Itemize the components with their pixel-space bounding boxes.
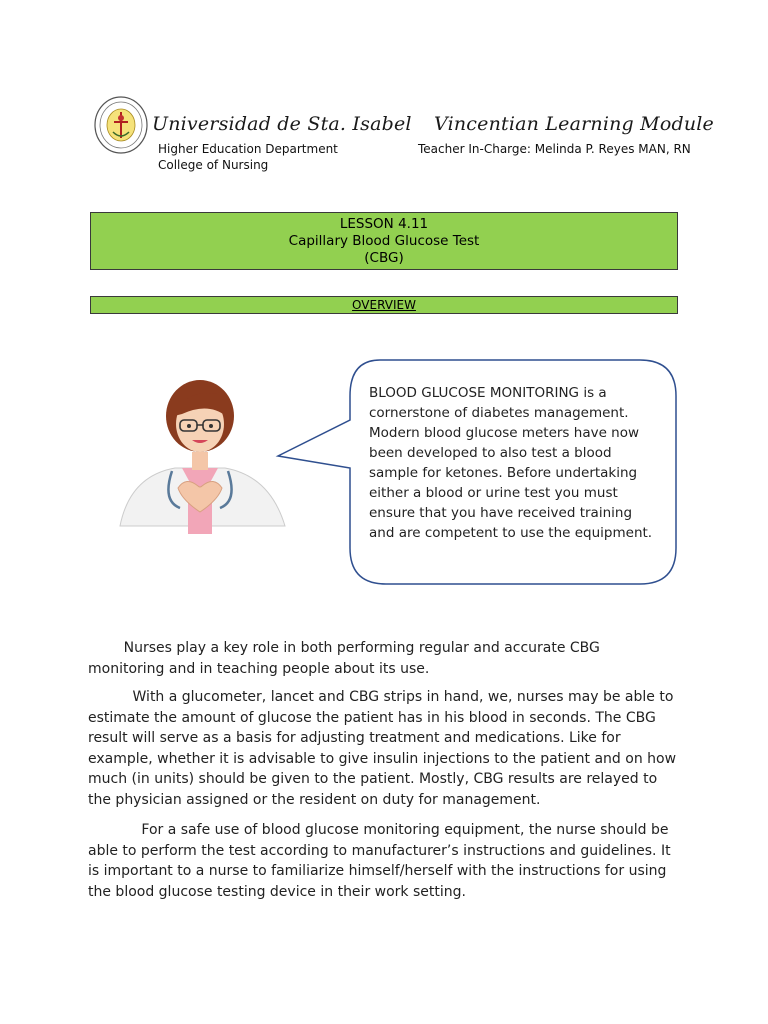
overview-banner: OVERVIEW <box>90 296 678 314</box>
teacher-in-charge: Teacher In-Charge: Melinda P. Reyes MAN, RN <box>418 142 691 156</box>
lesson-title: Capillary Blood Glucose Test <box>288 233 480 249</box>
bubble-text: BLOOD GLUCOSE MONITORING is a cornerstone of diabetes management. Modern blood glucose meters have now been developed to also test a blood sample for ketones. Before undertaking either a blood or urine test you must ensure that you have received training and are competent to use the equipment. <box>369 385 653 541</box>
paragraph-2: With a glucometer, lancet and CBG strips in hand, we, nurses may be able to estimate the amount of glucose the patient has in his blood in seconds. The CBG result will serve as a basis for adjusting treatment and medications. Like for example, whether it is advisable to give insulin injections to the patient and on how much (in units) should be given to the patient. Mostly, CBG results are relayed to the physician assigned or the resident on duty for management. <box>88 689 677 808</box>
paragraph-3: For a safe use of blood glucose monitoring equipment, the nurse should be able to perform the test according to manufacturer’s instructions and guidelines. It is important to a nurse to familiarize himself/herself with the instructions for using the blood glucose testing device in their work setting. <box>88 822 671 900</box>
module-name: Vincentian Learning Module <box>434 113 714 135</box>
university-name: Universidad de Sta. Isabel <box>152 113 412 135</box>
college-name: College of Nursing <box>158 158 269 172</box>
university-seal-icon <box>94 96 148 154</box>
department-name: Higher Education Department <box>158 142 338 156</box>
paragraph-1: Nurses play a key role in both performing regular and accurate CBG monitoring and in teaching people about its use. <box>88 640 600 677</box>
lesson-abbreviation: (CBG) <box>364 250 404 266</box>
department-block <box>158 141 338 173</box>
lesson-banner <box>90 212 678 270</box>
lesson-number: LESSON 4.11 <box>339 216 429 232</box>
